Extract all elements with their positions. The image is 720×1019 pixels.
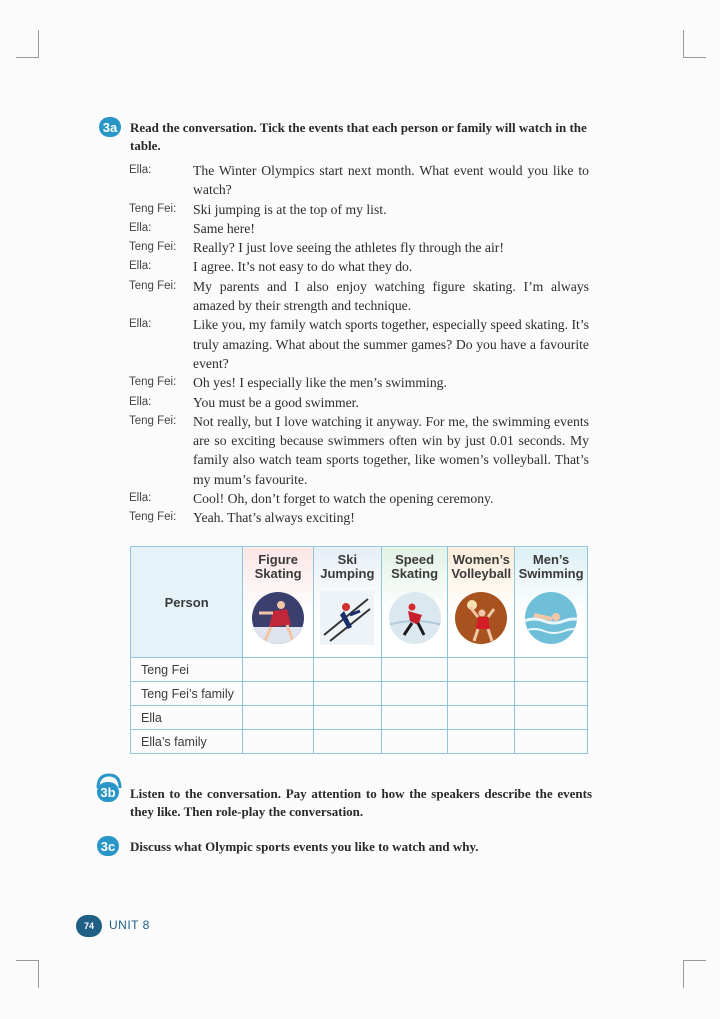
column-mens-swimming (515, 547, 588, 658)
speech: The Winter Olympics start next month. What event would you like to watch? (193, 163, 589, 198)
speech: Oh yes! I especially like the men’s swimming. (193, 375, 447, 391)
column-title: Speed Skating (391, 552, 439, 581)
speaker: Teng Fei: (129, 202, 177, 215)
row-label: Ella (131, 706, 243, 730)
tick-cell[interactable] (243, 658, 314, 682)
tick-cell[interactable] (243, 706, 314, 730)
speaker: Teng Fei: (129, 241, 177, 254)
dialogue-line (129, 412, 591, 489)
row-label: Teng Fei (131, 658, 243, 682)
tick-cell[interactable] (381, 682, 448, 706)
column-womens-volleyball (448, 547, 515, 658)
person-header: Person (131, 547, 243, 658)
speaker: Ella: (129, 492, 152, 505)
page-number: 74 (76, 915, 102, 937)
speaker: Teng Fei: (129, 376, 177, 389)
section-3a-badge: 3a (99, 117, 121, 137)
tick-cell[interactable] (515, 730, 588, 754)
tick-cell[interactable] (381, 658, 448, 682)
dialogue-line (129, 161, 591, 200)
column-figure-skating (243, 547, 314, 658)
tick-cell[interactable] (313, 706, 381, 730)
column-title: Women’s Volleyball (451, 552, 512, 581)
table-row (131, 682, 588, 706)
dialogue-line (129, 238, 591, 257)
tick-cell[interactable] (448, 706, 515, 730)
speech: Yeah. That’s always exciting! (193, 510, 355, 526)
speech: Same here! (193, 220, 255, 236)
column-title: Men’s Swimming (518, 552, 584, 581)
crop-mark (16, 57, 38, 58)
volleyball-photo-icon (454, 591, 508, 645)
speaker: Ella: (129, 318, 152, 331)
speaker: Ella: (129, 164, 152, 176)
section-3c-badge: 3c (97, 836, 119, 856)
row-label: Ella’s family (131, 730, 243, 754)
section-3b-instruction: Listen to the conversation. Pay attention to how the speakers describe the events they like. Then role-play the conversation. (130, 786, 592, 819)
tick-cell[interactable] (448, 730, 515, 754)
tick-cell[interactable] (381, 706, 448, 730)
section-3c-instruction: Discuss what Olympic sports events you like to watch and why. (130, 839, 479, 854)
ski-jumping-photo-icon (320, 591, 374, 645)
table-row (131, 658, 588, 682)
crop-mark (684, 960, 706, 961)
speaker: Ella: (129, 260, 152, 273)
dialogue-line (129, 257, 591, 276)
speaker: Teng Fei: (129, 279, 177, 292)
figure-skating-photo-icon (251, 591, 305, 645)
dialogue-line (129, 200, 591, 219)
speech: Really? I just love seeing the athletes fly through the air! (193, 240, 504, 256)
tick-cell[interactable] (313, 658, 381, 682)
unit-label: UNIT 8 (109, 918, 150, 932)
speech: You must be a good swimmer. (193, 394, 359, 410)
tick-cell[interactable] (448, 682, 515, 706)
speaker: Ella: (129, 395, 152, 408)
tick-cell[interactable] (448, 658, 515, 682)
crop-mark (683, 960, 684, 988)
dialogue-line (129, 373, 591, 392)
tick-cell[interactable] (381, 730, 448, 754)
speech: Ski jumping is at the top of my list. (193, 201, 387, 217)
section-3b-badge: 3b (97, 782, 119, 802)
events-table (130, 546, 588, 754)
tick-cell[interactable] (313, 730, 381, 754)
column-title: Ski Jumping (320, 552, 375, 581)
dialogue (129, 161, 591, 528)
speech: Cool! Oh, don’t forget to watch the opening ceremony. (193, 491, 494, 507)
dialogue-line (129, 219, 591, 238)
table-row (131, 730, 588, 754)
dialogue-line (129, 489, 591, 508)
speaker: Teng Fei: (129, 414, 177, 427)
speech: Like you, my family watch sports together, especially speed skating. It’s truly amazing. What about the summer games? Do you have a favourite event? (193, 317, 589, 371)
tick-cell[interactable] (313, 682, 381, 706)
speaker: Ella: (129, 221, 152, 234)
tick-cell[interactable] (515, 706, 588, 730)
section-3a-instruction: Read the conversation. Tick the events that each person or family will watch in the table. (130, 120, 587, 153)
tick-cell[interactable] (515, 682, 588, 706)
dialogue-line (129, 508, 591, 527)
speech: Not really, but I love watching it anyway. For me, the swimming events are so exciting because swimmers often win by just 0.01 seconds. My family also watch team sports together, like women’s volleyball. That’s my mum’s favourite. (193, 413, 589, 487)
speech: My parents and I also enjoy watching figure skating. I’m always amazed by their strength and technique. (193, 278, 589, 314)
column-ski-jumping (313, 547, 381, 658)
dialogue-line (129, 393, 591, 412)
speed-skating-photo-icon (388, 591, 442, 645)
table-row (131, 706, 588, 730)
swimming-photo-icon (524, 591, 578, 645)
crop-mark (683, 30, 684, 58)
tick-cell[interactable] (515, 658, 588, 682)
crop-mark (684, 57, 706, 58)
dialogue-line (129, 277, 591, 316)
row-label: Teng Fei’s family (131, 682, 243, 706)
table-header-row (131, 547, 588, 658)
speech: I agree. It’s not easy to do what they do. (193, 259, 413, 275)
tick-cell[interactable] (243, 682, 314, 706)
column-speed-skating (381, 547, 448, 658)
crop-mark (38, 960, 39, 988)
dialogue-line (129, 315, 591, 373)
speaker: Teng Fei: (129, 511, 177, 524)
crop-mark (16, 960, 38, 961)
column-title: Figure Skating (254, 552, 302, 581)
crop-mark (38, 30, 39, 58)
tick-cell[interactable] (243, 730, 314, 754)
